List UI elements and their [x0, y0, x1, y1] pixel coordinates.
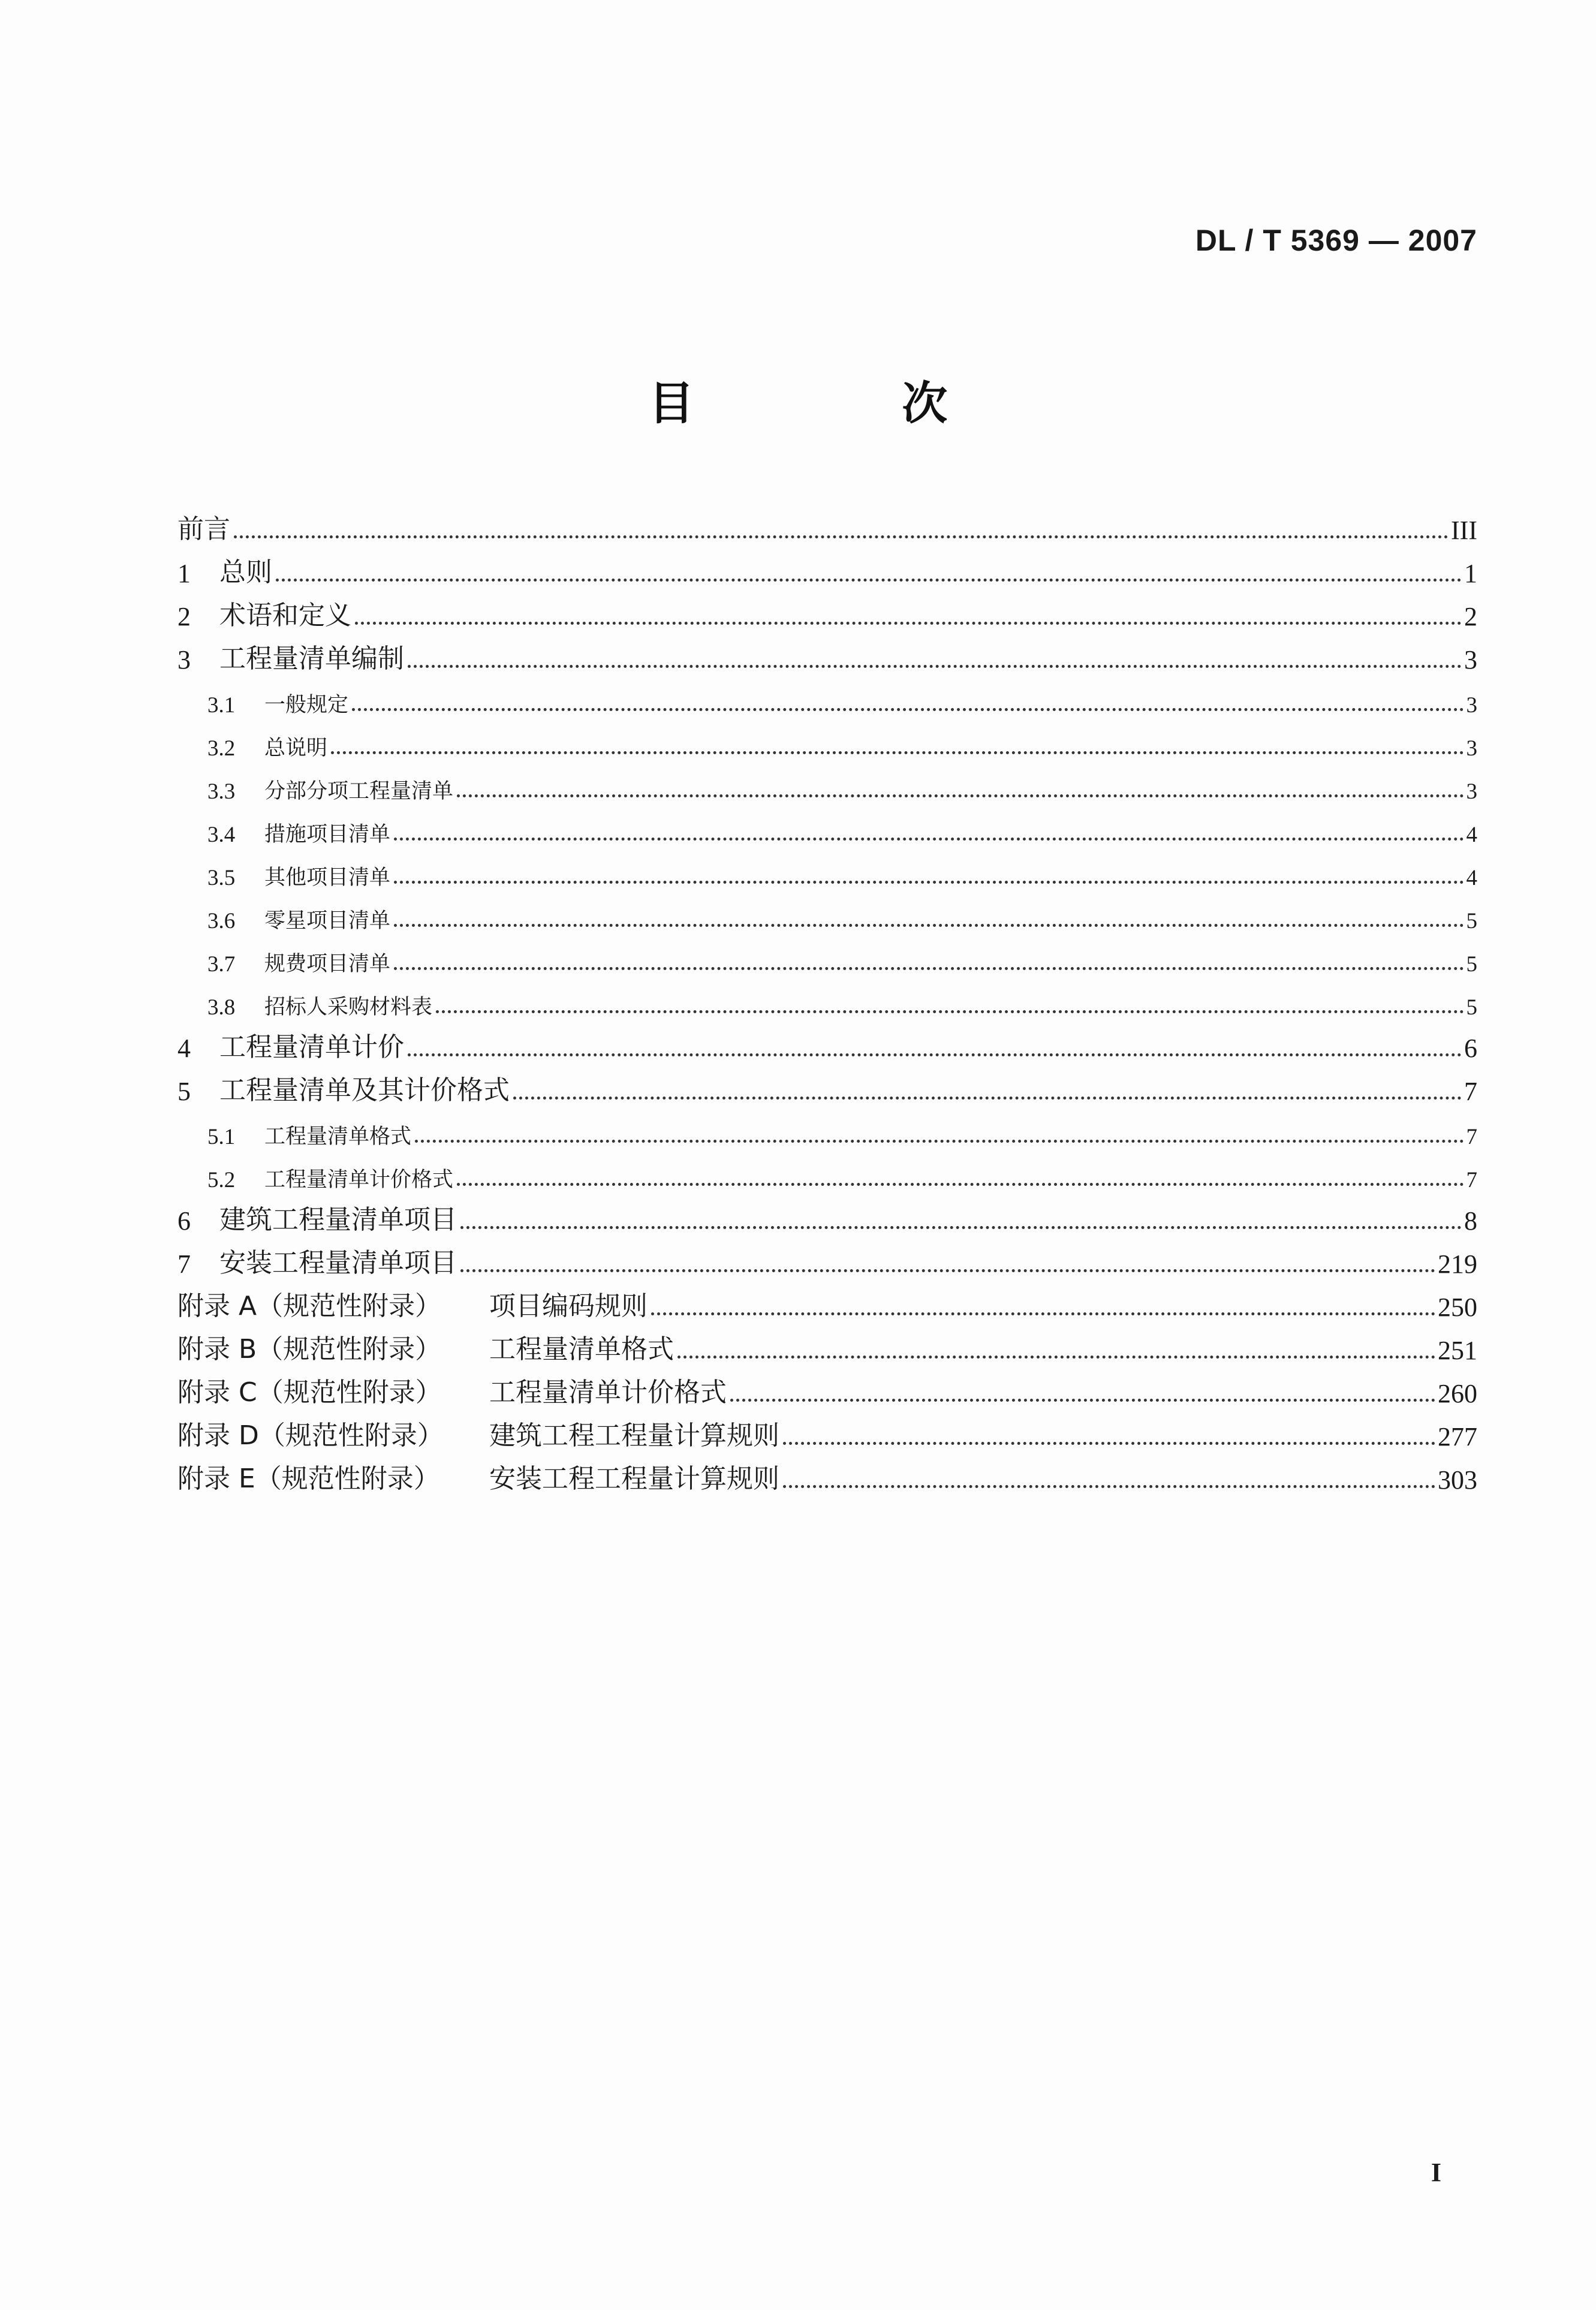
toc-entry-number: 4 — [177, 1034, 191, 1063]
toc-entry-5-1[interactable] — [177, 1107, 1477, 1150]
toc-entry-label: 零星项目清单 — [264, 909, 391, 933]
toc-entry-3[interactable] — [177, 632, 1477, 675]
toc-entry-label: 术语和定义 — [219, 600, 351, 631]
toc-appendix-b[interactable] — [177, 1323, 1477, 1366]
leader-dots — [394, 924, 1463, 927]
toc-appendix-d[interactable] — [177, 1409, 1477, 1452]
toc-entry-label: 总说明 — [264, 736, 328, 760]
leader-dots — [460, 1269, 1435, 1272]
toc-entry-label: 工程量清单格式 — [489, 1334, 674, 1365]
leader-dots — [394, 838, 1463, 841]
toc-entry-label: 工程量清单计价 — [219, 1032, 404, 1062]
leader-dots — [408, 1053, 1462, 1056]
toc-entry-page: 303 — [1438, 1465, 1477, 1495]
toc-entry-3-7[interactable] — [177, 934, 1477, 977]
appendix-prefix: 附录 E（规范性附录） — [177, 1463, 440, 1494]
leader-dots — [513, 1097, 1462, 1100]
toc-entry-page: 1 — [1464, 559, 1477, 588]
toc-entry-label: 规费项目清单 — [264, 952, 391, 976]
appendix-prefix: 附录 A（规范性附录） — [177, 1291, 442, 1321]
toc-entry-label: 其他项目清单 — [264, 866, 391, 890]
toc-entry-label: 工程量清单编制 — [219, 643, 404, 674]
toc-appendix-a[interactable] — [177, 1279, 1477, 1323]
toc-entry-page: 277 — [1438, 1422, 1477, 1451]
toc-entry-3-4[interactable] — [177, 805, 1477, 848]
toc-entry-number: 5.1 — [207, 1125, 236, 1149]
toc-entry-number: 3.2 — [207, 736, 236, 761]
toc-entry-page: III — [1451, 516, 1477, 545]
toc-entry-number: 3.4 — [207, 823, 236, 847]
toc-entry-label: 总则 — [219, 557, 272, 588]
leader-dots — [677, 1356, 1435, 1359]
toc-entry-number: 3 — [177, 645, 191, 674]
leader-dots — [234, 535, 1449, 538]
toc-entry-3-1[interactable] — [177, 675, 1477, 718]
toc-entry-page: 3 — [1466, 736, 1477, 761]
toc-entry-label: 建筑工程工程量计算规则 — [489, 1420, 779, 1451]
toc-entry-page: 5 — [1466, 909, 1477, 933]
toc-entry-number: 2 — [177, 602, 191, 631]
toc-title: 目 次 — [648, 377, 1044, 430]
toc-appendix-c[interactable] — [177, 1366, 1477, 1409]
toc-entry-label: 安装工程量清单项目 — [219, 1248, 457, 1278]
toc-entry-page: 7 — [1466, 1125, 1477, 1149]
toc-entry-number: 5 — [177, 1077, 191, 1106]
leader-dots — [276, 579, 1462, 582]
toc-entry-label: 项目编码规则 — [489, 1291, 648, 1321]
toc-entry-3-6[interactable] — [177, 891, 1477, 934]
table-of-contents — [177, 502, 1477, 1495]
leader-dots — [394, 967, 1463, 970]
toc-entry-number: 1 — [177, 559, 191, 588]
toc-entry-page: 6 — [1464, 1034, 1477, 1063]
toc-entry-7[interactable] — [177, 1236, 1477, 1279]
toc-entry-number: 3.6 — [207, 909, 236, 933]
toc-entry-page: 4 — [1466, 866, 1477, 890]
toc-entry-label: 安装工程工程量计算规则 — [489, 1463, 779, 1494]
toc-entry-number: 3.8 — [207, 995, 236, 1020]
toc-entry-page: 8 — [1464, 1206, 1477, 1236]
toc-entry-page: 250 — [1438, 1293, 1477, 1322]
toc-entry-page: 3 — [1466, 693, 1477, 718]
leader-dots — [436, 1010, 1463, 1013]
toc-entry-number: 3.7 — [207, 952, 236, 977]
toc-entry-5[interactable] — [177, 1064, 1477, 1107]
toc-entry-number: 5.2 — [207, 1168, 236, 1192]
leader-dots — [415, 1140, 1463, 1143]
toc-entry-5-2[interactable] — [177, 1150, 1477, 1193]
toc-entry-label: 工程量清单计价格式 — [264, 1168, 454, 1192]
leader-dots — [460, 1226, 1462, 1229]
toc-entry-page: 4 — [1466, 823, 1477, 847]
toc-entry-page: 7 — [1466, 1168, 1477, 1192]
toc-entry-page: 251 — [1438, 1336, 1477, 1365]
toc-entry-page: 2 — [1464, 602, 1477, 631]
toc-entry-label: 建筑工程量清单项目 — [219, 1204, 457, 1235]
leader-dots — [331, 751, 1463, 754]
toc-entry-number: 7 — [177, 1249, 191, 1279]
appendix-prefix: 附录 C（规范性附录） — [177, 1377, 442, 1408]
leader-dots — [457, 794, 1463, 797]
toc-entry-3-2[interactable] — [177, 718, 1477, 761]
toc-entry-page: 5 — [1466, 995, 1477, 1020]
leader-dots — [783, 1442, 1435, 1445]
toc-appendix-e[interactable] — [177, 1452, 1477, 1495]
toc-entry-3-8[interactable] — [177, 977, 1477, 1020]
toc-entry-page: 3 — [1464, 645, 1477, 674]
leader-dots — [408, 665, 1462, 668]
toc-entry-label: 工程量清单格式 — [264, 1125, 412, 1149]
toc-entry-4[interactable] — [177, 1020, 1477, 1064]
toc-entry-page: 260 — [1438, 1379, 1477, 1408]
toc-entry-number: 6 — [177, 1206, 191, 1236]
toc-entry-label: 措施项目清单 — [264, 823, 391, 847]
toc-entry-2[interactable] — [177, 589, 1477, 632]
leader-dots — [457, 1183, 1463, 1186]
standard-code: DL / T 5369 — 2007 — [1195, 224, 1477, 257]
toc-entry-1[interactable] — [177, 546, 1477, 589]
leader-dots — [730, 1399, 1435, 1402]
leader-dots — [394, 881, 1463, 884]
toc-entry-page: 219 — [1438, 1249, 1477, 1279]
leader-dots — [355, 622, 1462, 625]
toc-entry-6[interactable] — [177, 1193, 1477, 1236]
page-folio: I — [1431, 2158, 1441, 2187]
toc-entry-label: 招标人采购材料表 — [264, 995, 433, 1019]
toc-entry-label: 工程量清单计价格式 — [489, 1377, 727, 1408]
toc-entry-page: 3 — [1466, 779, 1477, 804]
toc-entry-label: 工程量清单及其计价格式 — [219, 1075, 510, 1106]
toc-entry-3-5[interactable] — [177, 848, 1477, 891]
leader-dots — [352, 708, 1463, 711]
toc-entry-3-3[interactable] — [177, 761, 1477, 805]
toc-entry-label: 分部分项工程量清单 — [264, 779, 454, 803]
toc-entry-number: 3.1 — [207, 693, 236, 718]
toc-entry-page: 5 — [1466, 952, 1477, 977]
appendix-prefix: 附录 D（规范性附录） — [177, 1420, 444, 1451]
toc-entry-label: 前言 — [177, 514, 230, 544]
toc-entry-label: 一般规定 — [264, 693, 349, 717]
leader-dots — [651, 1312, 1435, 1315]
toc-entry-number: 3.5 — [207, 866, 236, 890]
toc-entry-number: 3.3 — [207, 779, 236, 804]
toc-entry-page: 7 — [1464, 1077, 1477, 1106]
leader-dots — [783, 1485, 1435, 1488]
toc-entry-preface[interactable] — [177, 502, 1477, 546]
appendix-prefix: 附录 B（规范性附录） — [177, 1334, 442, 1365]
